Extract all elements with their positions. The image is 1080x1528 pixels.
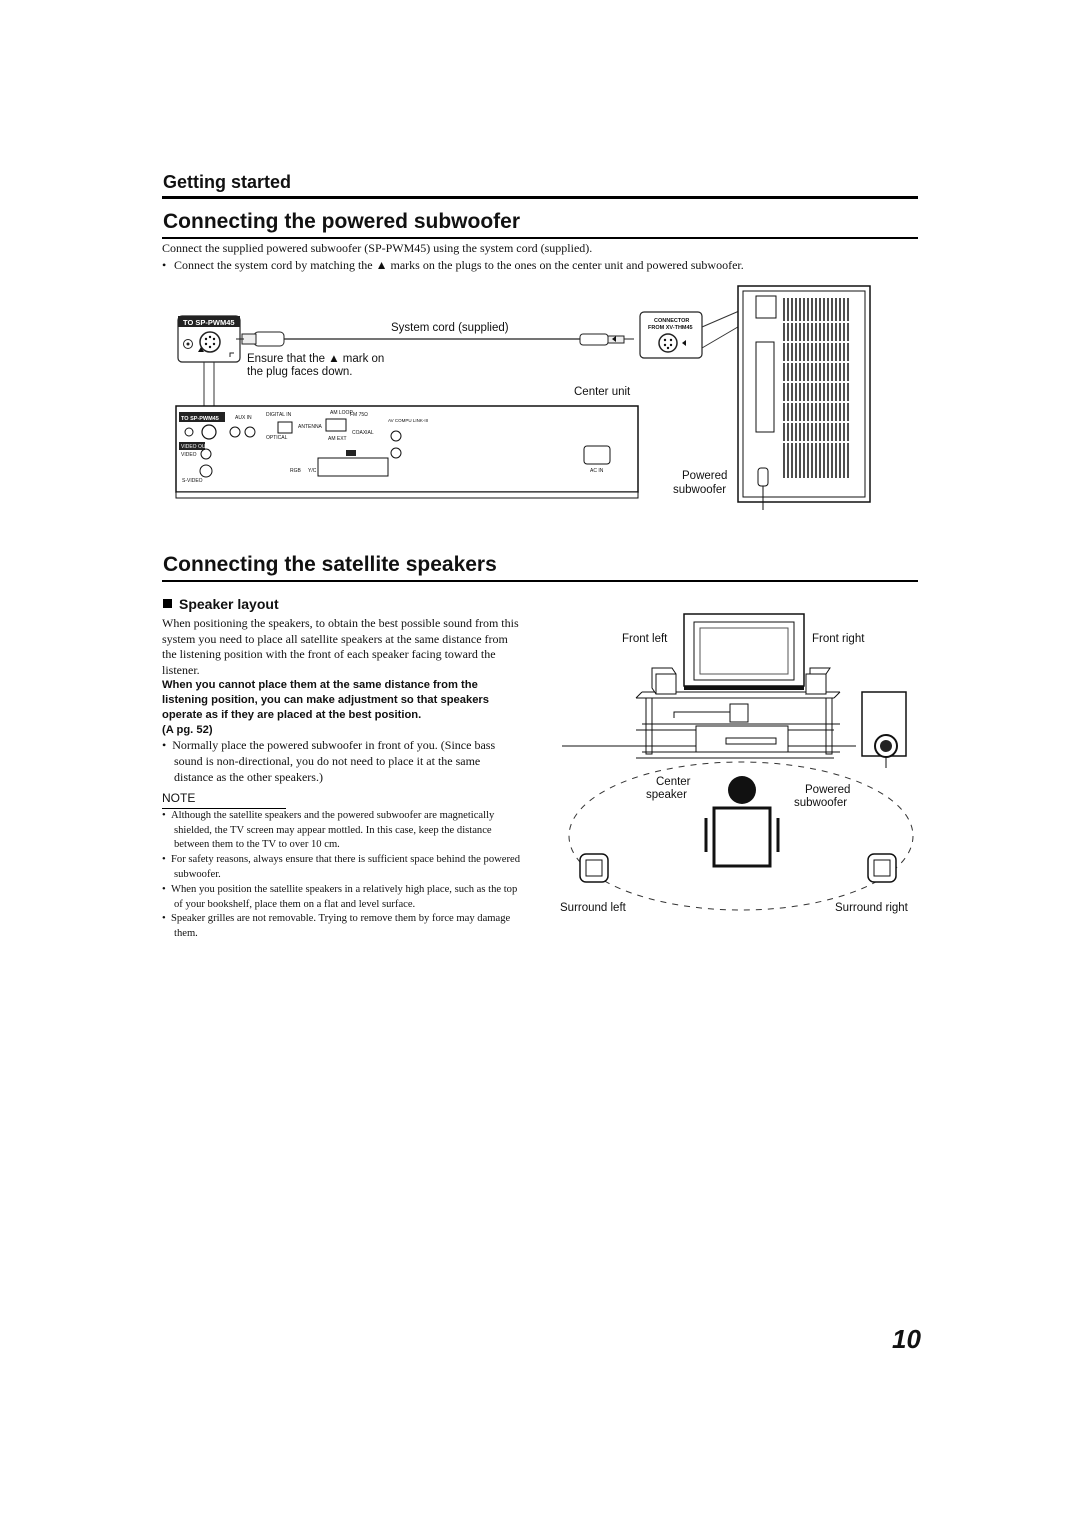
positioning-paragraph: When positioning the speakers, to obtain the best possible sound from this system you need to place all satellite speakers at the same distance from the listening position with the front of each speaker facing toward the listener. <box>162 616 519 677</box>
bullet-dot: • <box>162 883 172 895</box>
note-text: For safety reasons, always ensure that there is sufficient space behind the powered subwoofer. <box>171 854 521 880</box>
subwoofer-placement-text: Normally place the powered subwoofer in front of you. (Since bass sound is non-directional, you do not need to place it at the same distance as the other speakers.) <box>172 738 496 784</box>
powered-label: Powered <box>682 470 728 482</box>
speaker-layout-diagram <box>556 608 920 920</box>
heading1-rule <box>162 237 918 239</box>
note-text: When you position the satellite speakers in a relatively high place, such as the top of your bookshelf, place them on a flat and level surface. <box>171 883 518 910</box>
bullet-dot: • <box>162 738 173 753</box>
front-left-speaker-icon <box>652 668 676 694</box>
panel-antenna: ANTENNA <box>298 424 322 430</box>
surround-left-label: Surround left <box>560 902 626 914</box>
ensure-line2: the plug faces down. <box>247 366 353 378</box>
heading-powered-subwoofer-text: Connecting the powered subwoofer <box>163 210 521 233</box>
listener-icon <box>706 776 778 866</box>
intro-paragraph: Connect the supplied powered subwoofer (SP-PWM45) using the system cord (supplied). <box>162 241 593 255</box>
speaker-layout-text-column <box>162 616 522 942</box>
heading-satellite-speakers-text: Connecting the satellite speakers <box>163 553 497 576</box>
note-item <box>162 883 522 913</box>
subwoofer-placement-bullet <box>162 738 522 785</box>
tv-icon <box>684 614 804 690</box>
connector-label-line2: FROM XV-THM45 <box>648 325 693 331</box>
subheading-speaker-layout-text: Speaker layout <box>179 596 279 612</box>
panel-fm: FM 75Ω <box>350 412 368 418</box>
panel-av-compu-link: AV COMPU LINK-III <box>388 418 429 423</box>
adjustment-paragraph-text: When you cannot place them at the same distance from the listening position, you can make adjustment so that speakers operate as if they are placed at the best position. <box>162 679 490 722</box>
surround-right-label: Surround right <box>835 902 908 914</box>
panel-to-sp-pwm45: TO SP-PWM45 <box>181 416 219 422</box>
note-item <box>162 912 522 942</box>
adjustment-paragraph <box>162 678 522 738</box>
top-rule <box>162 196 918 199</box>
note-title: NOTE <box>162 791 286 809</box>
note-text: Although the satellite speakers and the powered subwoofer are magnetically shielded, the TV screen may appear mottled. In this case, keep the distance between them to the TV to over 10 cm. <box>171 809 495 851</box>
front-right-label: Front right <box>812 633 865 645</box>
bullet-dot: • <box>162 854 172 866</box>
note-item <box>162 853 522 883</box>
front-left-label: Front left <box>622 633 668 645</box>
surround-left-speaker-icon <box>580 854 608 882</box>
note-text: Speaker grilles are not removable. Trying to remove them by force may damage them. <box>171 913 511 940</box>
panel-optical: OPTICAL <box>266 435 288 441</box>
center-unit-label: Center unit <box>574 386 631 398</box>
square-bullet-icon <box>163 599 172 608</box>
powered-label-2: Powered <box>805 784 851 796</box>
powered-subwoofer-rear <box>738 286 870 510</box>
bullet-dot: • <box>162 809 172 821</box>
panel-s-video: S-VIDEO <box>182 478 203 484</box>
bullet-dot: • <box>162 258 167 272</box>
center-label-line2: speaker <box>646 789 687 801</box>
center-label-line1: Center <box>656 776 691 788</box>
bullet-system-cord <box>162 258 744 273</box>
panel-video: VIDEO <box>181 452 197 458</box>
panel-am-ext: AM EXT <box>328 436 347 442</box>
heading-powered-subwoofer <box>163 210 520 234</box>
bullet-system-cord-text: Connect the system cord by matching the ▲ marks on the plugs to the ones on the center unit and powered subwoofer. <box>174 258 744 272</box>
adjustment-page-ref: (A pg. 52) <box>162 724 213 737</box>
subheading-speaker-layout <box>163 596 279 612</box>
powered-subwoofer-icon <box>862 692 906 768</box>
notes-list <box>162 809 522 942</box>
tv-rack <box>636 692 840 758</box>
system-cord-label: System cord (supplied) <box>391 322 509 334</box>
panel-aux-in: AUX IN <box>235 415 252 421</box>
system-cord <box>230 322 634 378</box>
heading2-rule <box>162 580 918 582</box>
note-item <box>162 809 522 853</box>
subwoofer-label-2: subwoofer <box>794 797 848 809</box>
subwoofer-connection-diagram <box>170 282 880 514</box>
center-speaker-icon <box>674 704 748 722</box>
heading-satellite-speakers <box>163 553 497 577</box>
section-header-text: Getting started <box>163 172 292 192</box>
subwoofer-label: subwoofer <box>673 484 727 496</box>
panel-rgb: RGB <box>290 468 301 474</box>
panel-yc: Y/C <box>308 468 317 474</box>
bullet-dot: • <box>162 913 172 925</box>
to-sp-pwm45-callout <box>178 316 240 362</box>
panel-video-out: VIDEO OUT <box>181 444 209 450</box>
to-sp-pwm45-label: TO SP-PWM45 <box>183 318 235 327</box>
connector-label-line1: CONNECTOR <box>654 318 690 324</box>
ensure-line1: Ensure that the ▲ mark on <box>247 353 385 365</box>
section-header <box>163 172 291 193</box>
surround-right-speaker-icon <box>868 854 896 882</box>
panel-digital-in: DIGITAL IN <box>266 412 292 418</box>
center-unit-rear-panel <box>176 406 638 498</box>
page-number: 10 <box>892 1324 921 1354</box>
panel-am-loop: AM LOOP <box>330 410 353 416</box>
panel-coaxial: COAXIAL <box>352 430 374 436</box>
panel-ac-in: AC IN <box>590 468 604 474</box>
front-right-speaker-icon <box>806 668 830 694</box>
